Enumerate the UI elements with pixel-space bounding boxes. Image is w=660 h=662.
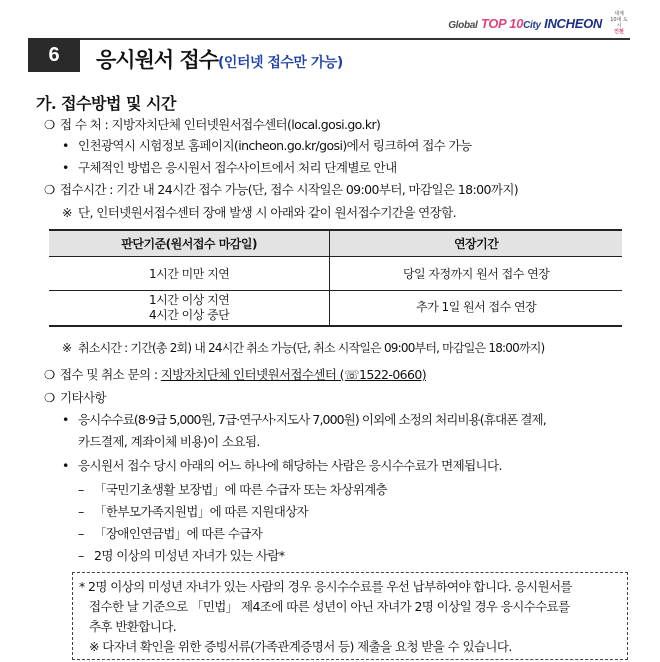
reference-mark-icon: ※ bbox=[62, 205, 72, 220]
exemption-text: 「장애인연금법」에 따른 수급자 bbox=[94, 526, 263, 541]
dash-icon: – bbox=[78, 526, 84, 541]
table-row bbox=[49, 256, 622, 290]
list-item bbox=[78, 502, 308, 520]
list-item bbox=[78, 524, 262, 542]
footnote-line2: 접수한 날 기준으로 「민법」 제4조에 따른 성년이 아닌 자녀가 2명 이상일 경우 응시수수료를 bbox=[89, 599, 570, 614]
cancel-time-item bbox=[62, 339, 544, 356]
brand-badge-line1: 세계 bbox=[614, 11, 624, 17]
extension-note-item bbox=[62, 203, 456, 221]
table-row bbox=[49, 290, 622, 326]
table-cell-criteria: 1시간 미만 지연 bbox=[49, 256, 330, 290]
cancel-time-text: 취소시간 : 기간(총 2회) 내 24시간 취소 가능(단, 취소 시작일은 09:00부터, 마감일은 18:00까지) bbox=[78, 341, 545, 355]
brand-top10: TOP 10 bbox=[480, 15, 524, 31]
section-title bbox=[96, 44, 343, 74]
reference-mark-icon: ※ bbox=[62, 341, 72, 355]
table-cell-extension: 추가 1일 원서 접수 연장 bbox=[330, 290, 622, 326]
fee-item-cont: 카드결제, 계좌이체 비용)이 소요됨. bbox=[78, 434, 260, 449]
subsection-heading: 가. 접수방법 및 시간 bbox=[36, 94, 176, 113]
dash-icon: – bbox=[78, 504, 84, 519]
footnote-box bbox=[72, 572, 628, 660]
link-info-text: 인천광역시 시험정보 홈페이지(incheon.go.kr/gosi)에서 링크하여 접수 가능 bbox=[78, 138, 472, 153]
reception-time-item bbox=[44, 180, 518, 198]
table-header-row bbox=[49, 230, 622, 256]
exemption-intro-text: 응시원서 접수 당시 아래의 어느 하나에 해당하는 사람은 응시수수료가 면제됩니다. bbox=[78, 458, 502, 473]
circle-marker-icon: ❍ bbox=[44, 182, 55, 197]
method-info-text: 구체적인 방법은 응시원서 접수사이트에서 처리 단계별로 안내 bbox=[78, 160, 397, 175]
section-title-sub: (인터넷 접수만 가능) bbox=[218, 55, 343, 71]
bullet-icon: • bbox=[62, 412, 69, 427]
bullet-icon: • bbox=[62, 160, 69, 175]
list-item bbox=[78, 480, 387, 498]
others-title-text: 기타사항 bbox=[60, 390, 106, 405]
brand-global: Global bbox=[448, 19, 478, 31]
inquiry-contact: 지방자치단체 인터넷원서접수센터 (☏1522-0660) bbox=[160, 367, 427, 382]
reception-place-item bbox=[44, 115, 380, 133]
table-cell-criteria-line2: 4시간 이상 중단 bbox=[148, 307, 230, 322]
others-title-item bbox=[44, 388, 106, 406]
footnote-line4: ※ 다자녀 확인을 위한 증빙서류(가족관계증명서 등) 제출을 요청 받을 수 있습니다. bbox=[89, 639, 512, 654]
table-cell-extension: 당일 자정까지 원서 접수 연장 bbox=[330, 256, 622, 290]
brand-badge-icon bbox=[608, 12, 630, 34]
footnote-line3: 추후 반환합니다. bbox=[89, 619, 177, 634]
footnote-line1: * 2명 이상의 미성년 자녀가 있는 사람의 경우 응시수수료를 우선 납부하여야 합니다. 응시원서를 bbox=[79, 579, 572, 594]
brand-city: City bbox=[523, 19, 541, 31]
table-cell-criteria-line1: 1시간 이상 지연 bbox=[148, 292, 230, 307]
reception-time-text: 접수시간 : 기간 내 24시간 접수 가능(단, 접수 시작일은 09:00부터, 마감일은 18:00까지) bbox=[60, 182, 519, 197]
inquiry-label: 접수 및 취소 문의 : bbox=[60, 367, 161, 382]
exemption-text: 2명 이상의 미성년 자녀가 있는 사람* bbox=[94, 548, 285, 563]
fee-text-line1: 응시수수료(8·9급 5,000원, 7급·연구사·지도사 7,000원) 이외에 소정의 처리비용(휴대폰 결제, bbox=[78, 412, 546, 427]
section-number: 6 bbox=[28, 38, 80, 72]
exemption-text: 「국민기초생활 보장법」에 따른 수급자 또는 차상위계층 bbox=[94, 482, 388, 497]
bullet-icon: • bbox=[62, 138, 69, 153]
header-divider bbox=[28, 38, 630, 40]
brand-incheon: INCHEON bbox=[544, 15, 602, 31]
section-title-main: 응시원서 접수 bbox=[96, 48, 219, 72]
method-info-item bbox=[62, 158, 397, 176]
circle-marker-icon: ❍ bbox=[44, 117, 55, 132]
brand-badge-line2: 10대 도시 bbox=[610, 17, 628, 29]
brand-wordmark bbox=[448, 16, 602, 31]
brand-logo bbox=[448, 12, 630, 34]
link-info-item bbox=[62, 136, 471, 154]
circle-marker-icon: ❍ bbox=[44, 367, 55, 382]
inquiry-item bbox=[44, 365, 426, 383]
fee-item bbox=[62, 410, 546, 428]
bullet-icon: • bbox=[62, 458, 69, 473]
table-header-extension: 연장기간 bbox=[330, 230, 622, 256]
exemption-text: 「한부모가족지원법」에 따른 지원대상자 bbox=[94, 504, 309, 519]
brand-badge-line3: 인천 bbox=[614, 29, 624, 35]
circle-marker-icon: ❍ bbox=[44, 390, 55, 405]
table-cell-criteria bbox=[49, 290, 330, 326]
reception-place-text: 접 수 처 : 지방자치단체 인터넷원서접수센터(local.gosi.go.kr) bbox=[60, 117, 381, 132]
dash-icon: – bbox=[78, 548, 84, 563]
dash-icon: – bbox=[78, 482, 84, 497]
extension-table bbox=[49, 229, 622, 327]
table-header-criteria: 판단기준(원서접수 마감일) bbox=[49, 230, 330, 256]
exemption-intro-item bbox=[62, 456, 502, 474]
extension-note-text: 단, 인터넷원서접수센터 장애 발생 시 아래와 같이 원서접수기간을 연장함. bbox=[78, 205, 456, 220]
list-item bbox=[78, 546, 285, 564]
